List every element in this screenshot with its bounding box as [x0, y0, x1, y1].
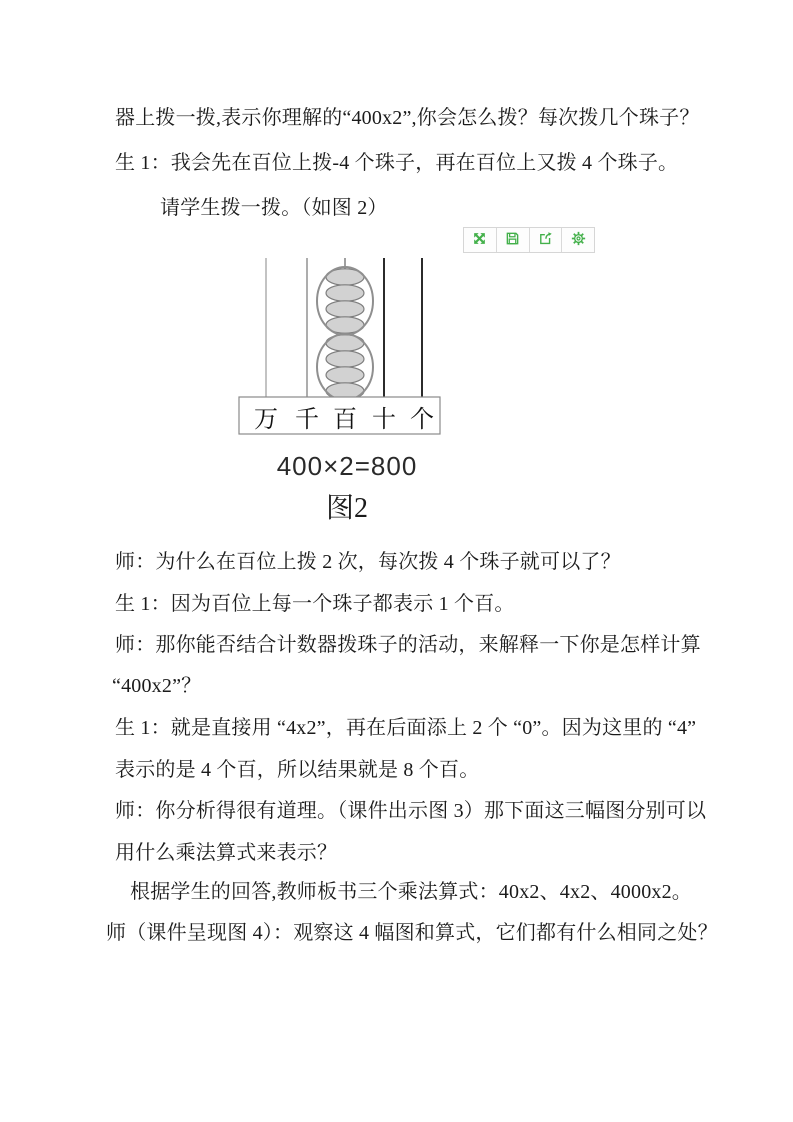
figure-equation: 400×2=800 [276, 451, 418, 481]
share-button[interactable] [530, 228, 563, 252]
gear-icon [571, 231, 586, 249]
save-icon [505, 231, 520, 249]
paragraph-line: 请学生拨一拨。（如图 2） [160, 197, 388, 219]
bead-group-1 [317, 267, 373, 335]
label-shi: 十 [372, 407, 396, 433]
bead-group-2 [317, 334, 373, 400]
paragraph-line: 师：那你能否结合计数器拨珠子的活动，来解释一下你是怎样计算 [115, 634, 701, 656]
paragraph-line: 师：为什么在百位上拨 2 次，每次拨 4 个珠子就可以了？ [115, 551, 621, 573]
label-bai: 百 [333, 407, 357, 433]
paragraph-line: 生 1：我会先在百位上拨-4 个珠子，再在百位上又拨 4 个珠子。 [115, 152, 679, 174]
settings-button[interactable] [562, 228, 594, 252]
paragraph-line: “400x2”？ [112, 675, 202, 697]
label-qian: 千 [295, 407, 319, 433]
expand-icon [472, 231, 487, 249]
label-ge: 个 [410, 407, 434, 433]
label-wan: 万 [254, 407, 278, 433]
paragraph-line: 师：你分析得很有道理。（课件出示图 3）那下面这三幅图分别可以 [115, 800, 707, 822]
paragraph-line: 生 1：因为百位上每一个珠子都表示 1 个百。 [115, 593, 515, 615]
paragraph-line: 器上拨一拨,表示你理解的“400x2”,你会怎么拨？每次拨几个珠子？ [115, 107, 700, 129]
abacus-figure [236, 253, 446, 437]
abacus-drawing [236, 253, 446, 437]
paragraph-line: 师（课件呈现图 4）：观察这 4 幅图和算式，它们都有什么相同之处？ [106, 922, 718, 944]
paragraph-line: 用什么乘法算式来表示？ [115, 842, 338, 864]
paragraph-line: 表示的是 4 个百，所以结果就是 8 个百。 [115, 759, 480, 781]
save-button[interactable] [497, 228, 530, 252]
paragraph-line: 生 1：就是直接用 “4x2”，再在后面添上 2 个 “0”。因为这里的 “4” [115, 717, 697, 739]
share-icon [538, 231, 553, 249]
figure-caption: 图2 [325, 493, 368, 524]
paragraph-line: 根据学生的回答,教师板书三个乘法算式：40x2、4x2、4000x2。 [130, 881, 692, 903]
figure-toolbar [463, 227, 595, 253]
fullscreen-button[interactable] [464, 228, 497, 252]
